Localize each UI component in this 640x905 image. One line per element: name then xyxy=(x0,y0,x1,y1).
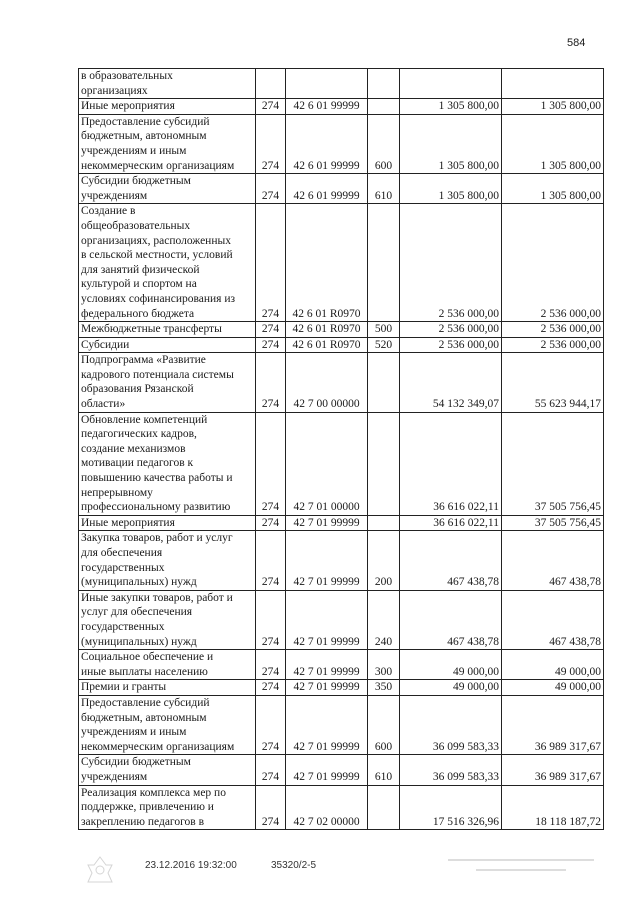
cell-sum2: 36 989 317,67 xyxy=(502,695,604,754)
cell-sum2: 2 536 000,00 xyxy=(502,337,604,353)
cell-gr: 274 xyxy=(256,515,286,531)
cell-gr: 274 xyxy=(256,650,286,680)
cell-sum1: 54 132 349,07 xyxy=(400,353,502,412)
cell-sum2: 49 000,00 xyxy=(502,650,604,680)
cell-gr: 274 xyxy=(256,590,286,649)
budget-table xyxy=(78,68,604,830)
cell-name: в образовательных организациях xyxy=(79,69,256,99)
cell-gr: 274 xyxy=(256,680,286,696)
cell-sum1: 36 099 583,33 xyxy=(400,695,502,754)
cell-sum1: 2 536 000,00 xyxy=(400,322,502,338)
budget-table-body xyxy=(79,69,604,830)
cell-vr: 610 xyxy=(368,174,400,204)
cell-csr: 42 6 01 99999 xyxy=(286,174,368,204)
table-row xyxy=(79,590,604,649)
cell-sum2: 37 505 756,45 xyxy=(502,412,604,515)
cell-sum1: 2 536 000,00 xyxy=(400,204,502,322)
cell-gr: 274 xyxy=(256,412,286,515)
cell-name: Обновление компетенций педагогических кадров, создание механизмов мотивации педагогов к повышению качества работы и непрерывному профессиональному развитию xyxy=(79,412,256,515)
table-row xyxy=(79,650,604,680)
cell-sum2: 49 000,00 xyxy=(502,680,604,696)
cell-sum1: 2 536 000,00 xyxy=(400,337,502,353)
cell-vr: 300 xyxy=(368,650,400,680)
table-row xyxy=(79,531,604,590)
cell-gr: 274 xyxy=(256,531,286,590)
cell-sum2: 2 536 000,00 xyxy=(502,204,604,322)
cell-vr xyxy=(368,204,400,322)
table-row xyxy=(79,515,604,531)
cell-vr: 600 xyxy=(368,695,400,754)
cell-vr: 350 xyxy=(368,680,400,696)
cell-vr: 240 xyxy=(368,590,400,649)
cell-sum1: 1 305 800,00 xyxy=(400,99,502,115)
cell-vr: 520 xyxy=(368,337,400,353)
table-row xyxy=(79,114,604,173)
cell-sum2: 1 305 800,00 xyxy=(502,174,604,204)
cell-csr: 42 7 01 99999 xyxy=(286,680,368,696)
cell-name: Социальное обеспечение и иные выплаты населению xyxy=(79,650,256,680)
cell-sum1: 467 438,78 xyxy=(400,531,502,590)
cell-vr xyxy=(368,412,400,515)
cell-csr: 42 6 01 R0970 xyxy=(286,337,368,353)
cell-csr: 42 7 01 99999 xyxy=(286,531,368,590)
footer-datetime: 23.12.2016 19:32:00 xyxy=(145,860,237,871)
cell-vr xyxy=(368,353,400,412)
cell-sum2: 55 623 944,17 xyxy=(502,353,604,412)
cell-gr: 274 xyxy=(256,174,286,204)
cell-csr: 42 6 01 R0970 xyxy=(286,322,368,338)
table-row xyxy=(79,69,604,99)
cell-vr xyxy=(368,515,400,531)
cell-sum2: 1 305 800,00 xyxy=(502,99,604,115)
cell-sum1: 49 000,00 xyxy=(400,650,502,680)
cell-csr: 42 7 01 99999 xyxy=(286,590,368,649)
cell-sum1: 36 099 583,33 xyxy=(400,755,502,785)
cell-gr xyxy=(256,69,286,99)
cell-name: Предоставление субсидий бюджетным, автономным учреждениям и иным некоммерческим организациям xyxy=(79,695,256,754)
cell-sum1: 467 438,78 xyxy=(400,590,502,649)
cell-sum2: 467 438,78 xyxy=(502,531,604,590)
table-row xyxy=(79,680,604,696)
cell-csr: 42 6 01 R0970 xyxy=(286,204,368,322)
cell-sum1 xyxy=(400,69,502,99)
cell-name: Иные мероприятия xyxy=(79,515,256,531)
cell-vr: 610 xyxy=(368,755,400,785)
cell-name: Подпрограмма «Развитие кадрового потенциала системы образования Рязанской области» xyxy=(79,353,256,412)
cell-csr: 42 7 01 00000 xyxy=(286,412,368,515)
cell-vr xyxy=(368,99,400,115)
footer-doc-id: 35320/2-5 xyxy=(271,860,317,871)
cell-vr xyxy=(368,69,400,99)
cell-sum1: 36 616 022,11 xyxy=(400,515,502,531)
cell-gr: 274 xyxy=(256,337,286,353)
table-row xyxy=(79,337,604,353)
cell-csr: 42 7 01 99999 xyxy=(286,695,368,754)
cell-sum1: 1 305 800,00 xyxy=(400,114,502,173)
cell-name: Иные закупки товаров, работ и услуг для обеспечения государственных (муниципальных) нужд xyxy=(79,590,256,649)
cell-sum2 xyxy=(502,69,604,99)
cell-name: Межбюджетные трансферты xyxy=(79,322,256,338)
cell-sum2: 467 438,78 xyxy=(502,590,604,649)
cell-vr: 600 xyxy=(368,114,400,173)
table-row xyxy=(79,204,604,322)
cell-csr: 42 7 00 00000 xyxy=(286,353,368,412)
cell-name: Субсидии бюджетным учреждениям xyxy=(79,755,256,785)
cell-csr: 42 7 01 99999 xyxy=(286,650,368,680)
cell-sum2: 37 505 756,45 xyxy=(502,515,604,531)
cell-sum2: 18 118 187,72 xyxy=(502,785,604,830)
cell-sum2: 1 305 800,00 xyxy=(502,114,604,173)
cell-sum2: 36 989 317,67 xyxy=(502,755,604,785)
cell-gr: 274 xyxy=(256,755,286,785)
cell-gr: 274 xyxy=(256,322,286,338)
cell-csr: 42 7 01 99999 xyxy=(286,515,368,531)
cell-csr: 42 7 02 00000 xyxy=(286,785,368,830)
cell-sum1: 17 516 326,96 xyxy=(400,785,502,830)
cell-gr: 274 xyxy=(256,204,286,322)
cell-gr: 274 xyxy=(256,353,286,412)
cell-gr: 274 xyxy=(256,785,286,830)
cell-name: Создание в общеобразовательных организациях, расположенных в сельской местности, условий для занятий физической культурой и спортом на условиях софинансирования из федерального бюджета xyxy=(79,204,256,322)
cell-name: Премии и гранты xyxy=(79,680,256,696)
cell-csr: 42 6 01 99999 xyxy=(286,114,368,173)
cell-vr: 200 xyxy=(368,531,400,590)
cell-vr xyxy=(368,785,400,830)
cell-sum1: 1 305 800,00 xyxy=(400,174,502,204)
cell-sum1: 49 000,00 xyxy=(400,680,502,696)
seal-emblem xyxy=(84,855,116,885)
cell-sum2: 2 536 000,00 xyxy=(502,322,604,338)
table-row xyxy=(79,322,604,338)
table-row xyxy=(79,755,604,785)
registration-watermark xyxy=(446,856,596,881)
table-row xyxy=(79,412,604,515)
table-row xyxy=(79,174,604,204)
cell-name: Субсидии xyxy=(79,337,256,353)
cell-csr: 42 7 01 99999 xyxy=(286,755,368,785)
cell-name: Реализация комплекса мер по поддержке, привлечению и закреплению педагогов в xyxy=(79,785,256,830)
cell-name: Предоставление субсидий бюджетным, автономным учреждениям и иным некоммерческим организациям xyxy=(79,114,256,173)
cell-sum1: 36 616 022,11 xyxy=(400,412,502,515)
cell-name: Закупка товаров, работ и услуг для обеспечения государственных (муниципальных) нужд xyxy=(79,531,256,590)
cell-name: Субсидии бюджетным учреждениям xyxy=(79,174,256,204)
cell-name: Иные мероприятия xyxy=(79,99,256,115)
cell-csr: 42 6 01 99999 xyxy=(286,99,368,115)
page-number: 584 xyxy=(567,37,586,49)
cell-gr: 274 xyxy=(256,99,286,115)
cell-gr: 274 xyxy=(256,695,286,754)
table-row xyxy=(79,695,604,754)
table-row xyxy=(79,785,604,830)
cell-vr: 500 xyxy=(368,322,400,338)
table-row xyxy=(79,353,604,412)
table-row xyxy=(79,99,604,115)
cell-gr: 274 xyxy=(256,114,286,173)
cell-csr xyxy=(286,69,368,99)
